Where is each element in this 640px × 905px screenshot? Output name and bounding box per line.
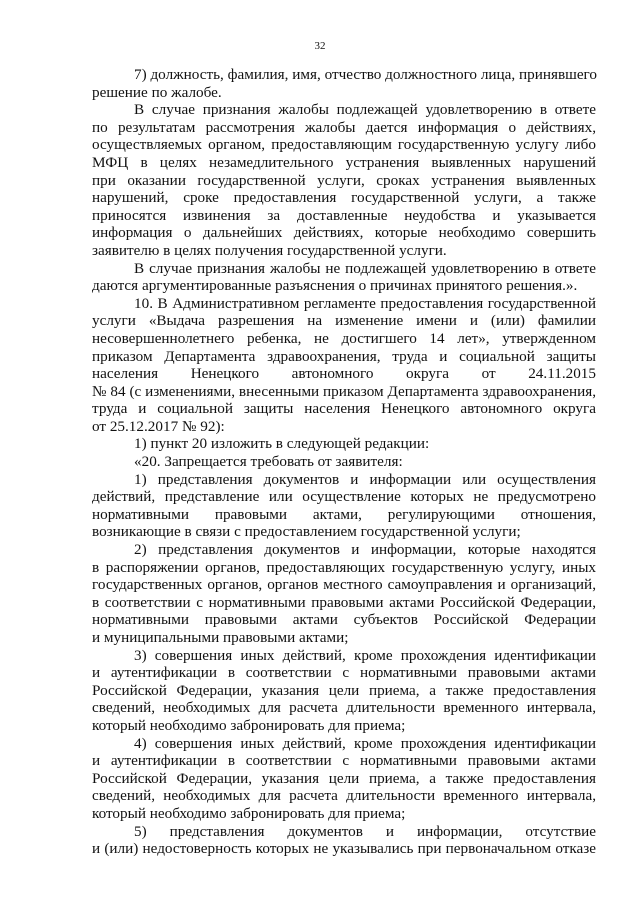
text-line: который необходимо забронировать для приема;	[92, 804, 406, 822]
text-line: В случае признания жалобы не подлежащей удовлетворению в ответе	[134, 259, 596, 277]
paragraph-clause-20-3	[92, 647, 596, 735]
paragraph-complaint-satisfied	[92, 101, 596, 259]
text-line: от 25.12.2017 № 92):	[92, 417, 225, 435]
text-line: и муниципальными правовыми актами;	[92, 629, 349, 646]
text-line: заявителю в целях получения государственной услуги.	[92, 241, 447, 259]
text-line: по результатам рассмотрения жалобы дается информация о действиях,	[92, 118, 596, 136]
text-line: приказом Департамента здравоохранения, труда и социальной защиты	[92, 347, 596, 365]
text-line: приносятся извинения за доставленные неудобства и указывается	[92, 206, 596, 224]
text-line: государственных органов, органов местного самоуправления и организаций,	[92, 576, 596, 594]
text-line: 1) представления документов и информации или осуществления	[134, 470, 596, 488]
text-line: В случае признания жалобы подлежащей удовлетворению в ответе	[134, 101, 596, 119]
text-line: даются аргументированные разъяснения о причинах принятого решения.».	[92, 277, 578, 295]
text-line: в распоряжении органов, предоставляющих государственную услугу, иных	[92, 558, 596, 576]
text-line: 4) совершения иных действий, кроме прохождения идентификации	[134, 734, 596, 752]
text-line: и аутентификации в соответствии с нормативными правовыми актами	[92, 664, 596, 682]
text-line: Российской Федерации, указания цели приема, а также предоставления	[92, 769, 596, 787]
paragraph-clause-20-2	[92, 541, 596, 647]
paragraph-clause-20-5	[92, 823, 596, 858]
text-line: 10. В Административном регламенте предоставления государственной	[134, 294, 596, 312]
paragraph-item-7	[92, 66, 596, 101]
paragraph-clause-20	[92, 453, 596, 471]
paragraph-clause-20-1	[92, 471, 596, 541]
paragraph-clause-20-4	[92, 735, 596, 823]
text-line: который необходимо забронировать для приема;	[92, 716, 406, 734]
text-line: труда и социальной защиты населения Ненецкого автономного округа	[92, 400, 596, 418]
text-line: услуги «Выдача разрешения на изменение имени и (или) фамилии	[92, 312, 596, 330]
text-line: и аутентификации в соответствии с нормативными правовыми актами	[92, 752, 596, 770]
text-line: возникающие в связи с предоставлением государственной услуги;	[92, 523, 521, 541]
text-line: несовершеннолетнего ребенка, не достигшего 14 лет», утвержденном	[92, 329, 596, 347]
text-line: 2) представления документов и информации, которые находятся	[134, 541, 596, 559]
text-line: населения Ненецкого автономного округа от 24.11.2015	[92, 365, 596, 383]
text-line: в соответствии с нормативными правовыми актами Российской Федерации,	[92, 593, 596, 611]
page-number: 32	[314, 40, 326, 52]
text-line: и (или) недостоверность которых не указывались при первоначальном отказе	[92, 840, 596, 858]
text-line: при оказании государственной услуги, сроках устранения выявленных	[92, 171, 596, 189]
text-line: 7) должность, фамилия, имя, отчество должностного лица, принявшего	[134, 66, 598, 83]
text-line: нормативными правовыми актами субъектов Российской Федерации	[92, 611, 596, 629]
text-line: сведений, необходимых для расчета длительности временного интервала,	[92, 699, 596, 717]
text-line: Российской Федерации, указания цели приема, а также предоставления	[92, 681, 596, 699]
text-line: № 84 (с изменениями, внесенными приказом Департамента здравоохранения,	[92, 382, 596, 400]
paragraph-complaint-rejected	[92, 260, 596, 295]
text-line: МФЦ в целях незамедлительного устранения выявленных нарушений	[92, 153, 596, 171]
paragraph-subitem-1	[92, 435, 596, 453]
text-line: действий, представление или осуществление которых не предусмотрено	[92, 488, 596, 506]
text-line: 3) совершения иных действий, кроме прохождения идентификации	[134, 646, 596, 664]
text-line: нарушений, сроке предоставления государственной услуги, а также	[92, 189, 596, 207]
paragraph-item-10	[92, 295, 596, 436]
text-line: информация о дальнейших действиях, которые необходимо совершить	[92, 224, 596, 242]
text-line: 5) представления документов и информации, отсутствие	[134, 822, 596, 840]
text-line: сведений, необходимых для расчета длительности временного интервала,	[92, 787, 596, 805]
text-line: осуществляемых органом, предоставляющим государственную услугу либо	[92, 136, 596, 154]
text-line: решение по жалобе.	[92, 83, 222, 101]
document-body	[92, 66, 596, 858]
text-line: 1) пункт 20 изложить в следующей редакции:	[134, 435, 430, 453]
text-line: «20. Запрещается требовать от заявителя:	[134, 453, 403, 471]
text-line: нормативными правовыми актами, регулирующими отношения,	[92, 505, 596, 523]
